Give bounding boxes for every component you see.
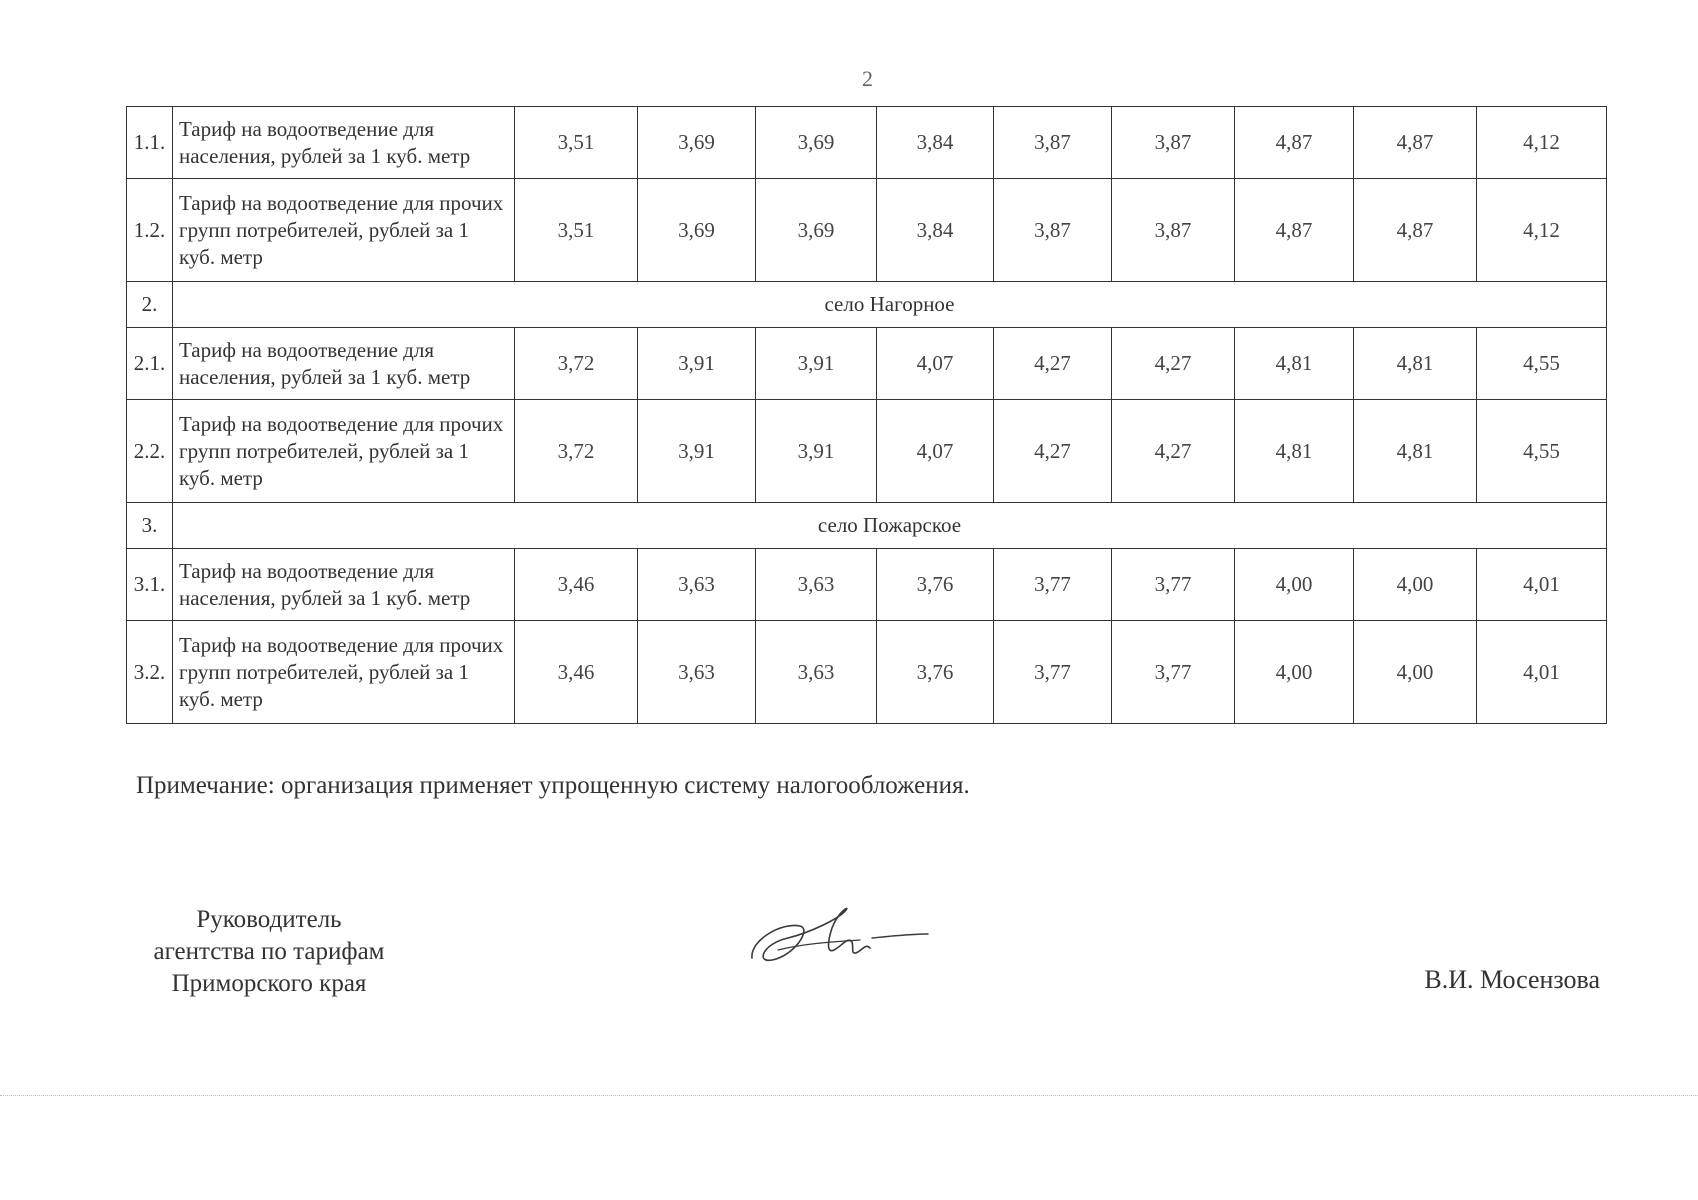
tariff-value: 3,87 [994, 107, 1112, 179]
section-title: село Нагорное [173, 282, 1607, 328]
tariff-value: 4,00 [1235, 549, 1354, 621]
tariff-value: 3,87 [1112, 107, 1235, 179]
row-number: 1.2. [127, 179, 173, 282]
table-row [127, 549, 1607, 621]
tariff-value: 4,01 [1477, 621, 1607, 724]
table-row [127, 179, 1607, 282]
section-row [127, 503, 1607, 549]
tariff-value: 3,46 [515, 549, 638, 621]
tariff-value: 4,27 [1112, 400, 1235, 503]
tariff-value: 3,77 [1112, 549, 1235, 621]
tariff-value: 3,63 [756, 549, 877, 621]
tariff-value: 4,81 [1354, 400, 1477, 503]
tariff-value: 3,77 [994, 621, 1112, 724]
tariff-value: 4,87 [1354, 179, 1477, 282]
tariff-label: Тариф на водоотведение для прочих групп потребителей, рублей за 1 куб. метр [173, 179, 515, 282]
tariff-value: 4,81 [1235, 400, 1354, 503]
tariff-value: 3,76 [877, 621, 994, 724]
tariff-value: 4,00 [1235, 621, 1354, 724]
tariff-value: 4,81 [1354, 328, 1477, 400]
section-title: село Пожарское [173, 503, 1607, 549]
note-text: Примечание: организация применяет упрощенную систему налогообложения. [136, 772, 970, 799]
table-row [127, 400, 1607, 503]
table-row [127, 328, 1607, 400]
tariff-value: 3,91 [756, 328, 877, 400]
tariff-value: 3,72 [515, 328, 638, 400]
tariff-value: 4,87 [1235, 179, 1354, 282]
tariff-value: 3,76 [877, 549, 994, 621]
tariff-value: 3,63 [638, 549, 756, 621]
row-number: 3. [127, 503, 173, 549]
section-row [127, 282, 1607, 328]
tariff-value: 4,00 [1354, 621, 1477, 724]
signatory-title-line: Руководитель [196, 906, 342, 933]
tariff-label: Тариф на водоотведение для населения, рублей за 1 куб. метр [173, 328, 515, 400]
row-number: 2. [127, 282, 173, 328]
tariff-value: 3,91 [638, 400, 756, 503]
table-row [127, 107, 1607, 179]
tariff-value: 4,27 [1112, 328, 1235, 400]
row-number: 2.2. [127, 400, 173, 503]
tariff-value: 4,55 [1477, 400, 1607, 503]
tariff-value: 4,01 [1477, 549, 1607, 621]
tariff-value: 3,69 [638, 179, 756, 282]
signatory-title-line: агентства по тарифам [153, 938, 385, 965]
handwritten-signature [742, 900, 932, 980]
page-number: 2 [862, 66, 873, 91]
row-number: 3.1. [127, 549, 173, 621]
page-bottom-rule [0, 1095, 1698, 1096]
tariff-value: 3,87 [994, 179, 1112, 282]
tariff-value: 4,55 [1477, 328, 1607, 400]
signatory-title [134, 904, 404, 1000]
tariff-value: 3,91 [756, 400, 877, 503]
tariff-value: 3,46 [515, 621, 638, 724]
tariff-value: 3,84 [877, 179, 994, 282]
tariff-value: 3,69 [756, 107, 877, 179]
row-number: 3.2. [127, 621, 173, 724]
tariff-value: 3,51 [515, 107, 638, 179]
signatory-title-line: Приморского края [171, 970, 367, 997]
tariff-value: 3,69 [756, 179, 877, 282]
tariff-value: 3,84 [877, 107, 994, 179]
tariff-value: 4,12 [1477, 179, 1607, 282]
tariff-label: Тариф на водоотведение для населения, рублей за 1 куб. метр [173, 549, 515, 621]
tariff-label: Тариф на водоотведение для прочих групп потребителей, рублей за 1 куб. метр [173, 621, 515, 724]
row-number: 2.1. [127, 328, 173, 400]
signer-name: В.И. Мосензова [1424, 965, 1600, 994]
tariff-value: 4,81 [1235, 328, 1354, 400]
tariff-value: 4,07 [877, 400, 994, 503]
tariff-label: Тариф на водоотведение для населения, рублей за 1 куб. метр [173, 107, 515, 179]
tariff-value: 4,87 [1354, 107, 1477, 179]
tariff-label: Тариф на водоотведение для прочих групп потребителей, рублей за 1 куб. метр [173, 400, 515, 503]
tariff-value: 4,12 [1477, 107, 1607, 179]
tariff-value: 3,63 [638, 621, 756, 724]
tariff-value: 3,77 [1112, 621, 1235, 724]
tariff-value: 3,87 [1112, 179, 1235, 282]
tariff-value: 4,87 [1235, 107, 1354, 179]
tariff-value: 3,63 [756, 621, 877, 724]
tariff-value: 4,27 [994, 400, 1112, 503]
tariff-value: 4,00 [1354, 549, 1477, 621]
tariff-value: 3,77 [994, 549, 1112, 621]
tariff-value: 4,27 [994, 328, 1112, 400]
table-row [127, 621, 1607, 724]
tariff-table [126, 106, 1607, 724]
tariff-value: 3,51 [515, 179, 638, 282]
tariff-value: 3,69 [638, 107, 756, 179]
tariff-value: 4,07 [877, 328, 994, 400]
row-number: 1.1. [127, 107, 173, 179]
tariff-value: 3,72 [515, 400, 638, 503]
tariff-value: 3,91 [638, 328, 756, 400]
